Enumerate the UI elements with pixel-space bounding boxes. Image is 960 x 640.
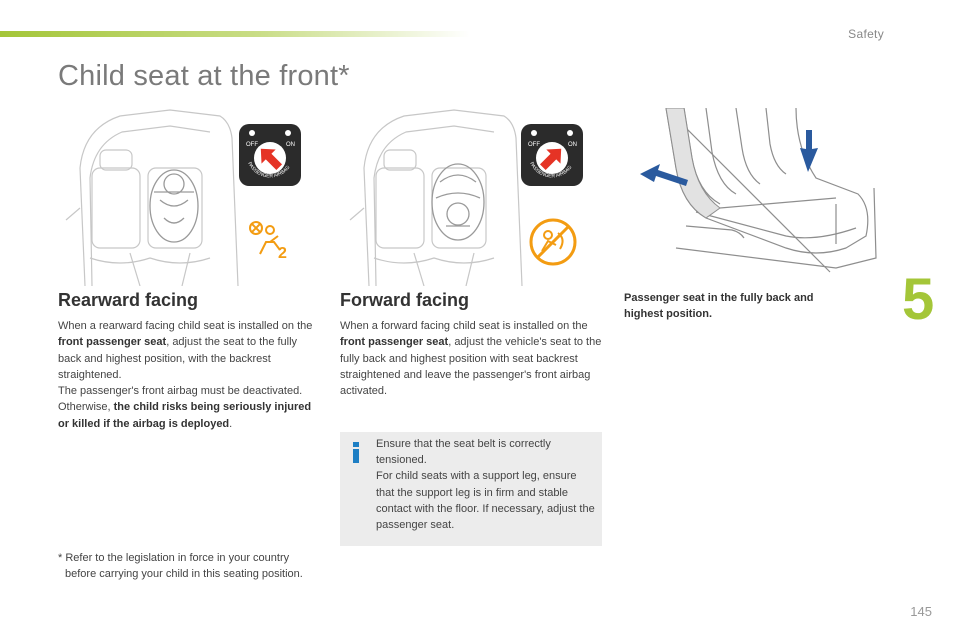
chapter-number: 5 <box>902 267 935 332</box>
svg-text:2: 2 <box>278 245 287 260</box>
page-title: Child seat at the front* <box>58 60 350 92</box>
rearward-facing-text: When a rearward facing child seat is installed on the front passenger seat, adjust the seat to the fully back and highest position, with the backrest straightened. The passenger's front airbag must be deactivated. Otherwise, the child risks being seriously injured or killed if the airbag is deployed. <box>58 320 313 430</box>
svg-text:ON: ON <box>286 142 295 148</box>
svg-text:OFF: OFF <box>246 142 258 148</box>
svg-text:PASSENGER AIRBAG: PASSENGER AIRBAG <box>528 161 574 180</box>
header-accent-bar <box>0 31 470 37</box>
airbag-switch-on-icon <box>520 123 584 187</box>
info-box <box>340 432 602 546</box>
forward-facing-text: When a forward facing child seat is installed on the front passenger seat, adjust the vehicle's seat to the fully back and highest position with seat backrest straightened and leave the passenger's front airbag activated. <box>340 320 602 398</box>
airbag-on-icon <box>528 217 578 267</box>
svg-text:OFF: OFF <box>528 142 540 148</box>
page-number: 145 <box>910 604 932 619</box>
info-text: Ensure that the seat belt is correctly tensioned. For child seats with a support leg, ensure that the support leg is in firm and stable contact with the floor. If necessary, adjust the passenger seat. <box>376 438 595 532</box>
section-label: Safety <box>848 27 884 41</box>
forward-facing-heading: Forward facing <box>340 290 470 310</box>
airbag-off-icon <box>248 220 292 260</box>
svg-text:ON: ON <box>568 142 577 148</box>
footnote: * Refer to the legislation in force in your country before carrying your child in this seating position. <box>58 552 303 581</box>
passenger-seat-illustration <box>636 108 886 280</box>
airbag-switch-off-icon <box>238 123 302 187</box>
info-icon <box>351 442 361 462</box>
rearward-facing-heading: Rearward facing <box>58 290 199 310</box>
seat-caption: Passenger seat in the fully back and highest position. <box>624 292 814 320</box>
svg-text:PASSENGER AIRBAG: PASSENGER AIRBAG <box>246 161 292 180</box>
